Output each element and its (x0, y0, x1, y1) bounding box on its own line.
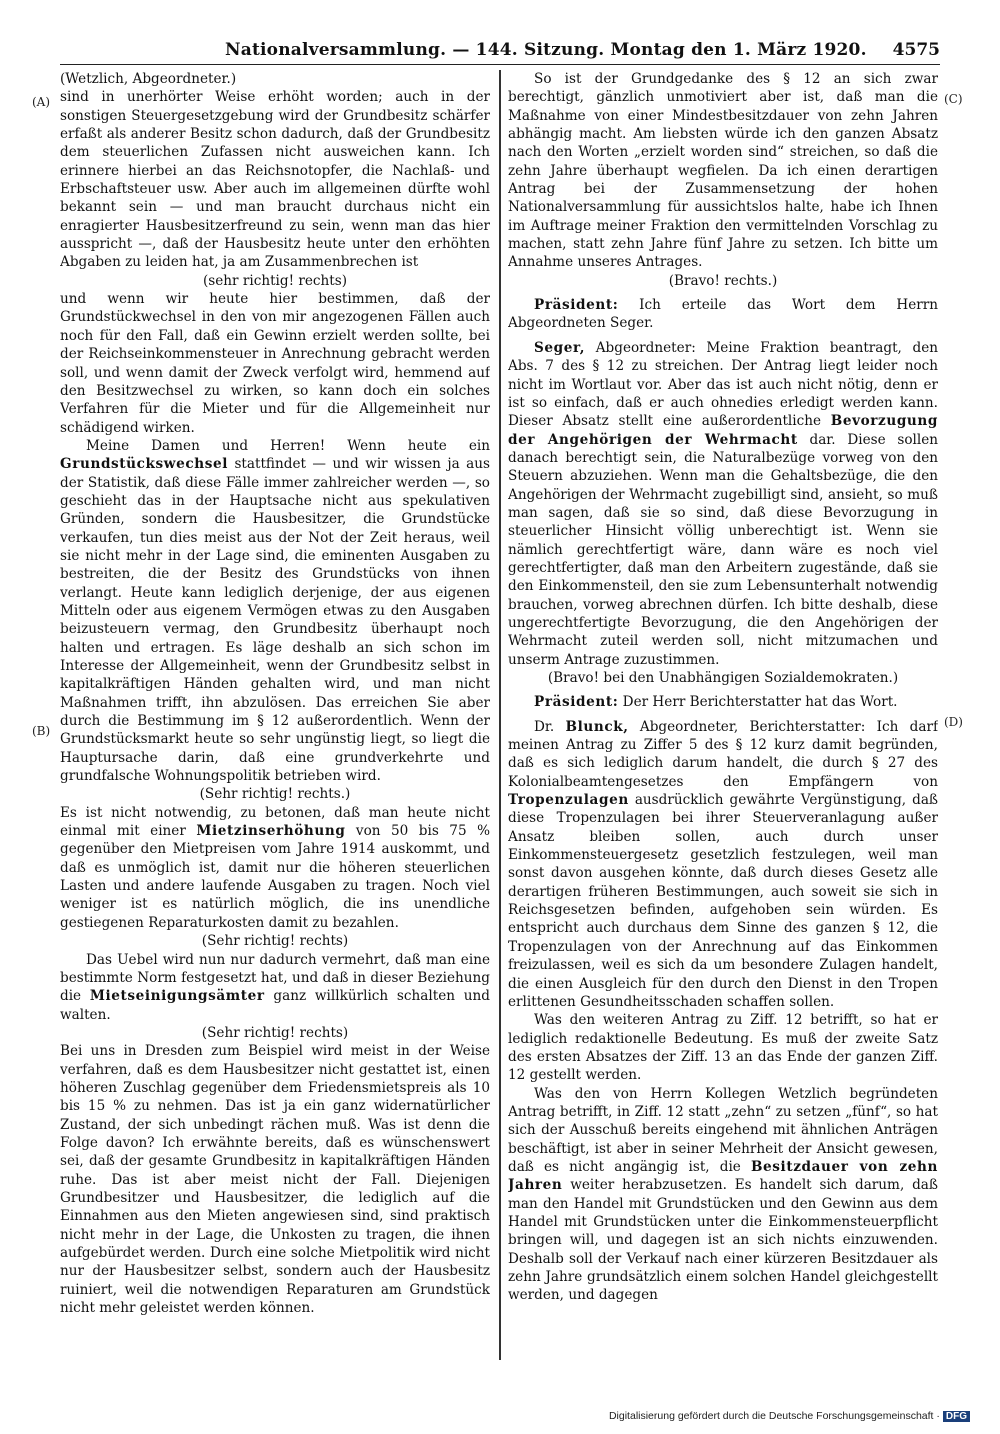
column-divider (499, 70, 501, 1360)
emphasis: Grundstückswechsel (60, 456, 228, 473)
paragraph: sind in unerhörter Weise erhöht worden; auch in der sonstigen Steuergesetzgebung wird der Grundbesitz schärfer erfaßt als anderer Besitz schon dadurch, daß der Grundbesitz dem steuerlichen Zufassen nicht ausweichen kann. Ich erinnere hierbei an das Reichsnotopfer, die Nachlaß- und Erbschaftsteuer usw. Aber auch im allgemeinen dürfte wohl bekannt sein — und man braucht durchaus nicht ein enragierter Hausbesitzerfreund zu sein, wenn man das hier ausspricht —, daß der Hausbesitz heute unter den erhöhten Abgaben zu leiden hat, ja am Zusammenbrechen ist (60, 89, 490, 271)
left-column (60, 70, 490, 1360)
interjection: (Bravo! bei den Unabhängigen Sozialdemokraten.) (547, 670, 899, 686)
emphasis: Tropenzulagen (508, 792, 629, 809)
emphasis: Mietseinigungsämter (89, 988, 265, 1005)
margin-marker-c: (C) (944, 92, 963, 106)
speaker-label: Präsident: (534, 297, 619, 314)
interjection: (Sehr richtig! rechts.) (199, 786, 351, 803)
president-statement: Präsident: Der Herr Berichterstatter hat das Wort. (534, 694, 898, 711)
speaker-attribution: (Wetzlich, Abgeordneter.) (60, 71, 237, 87)
emphasis: Besitzdauer von zehn Jahren (508, 1158, 938, 1194)
margin-marker-d: (D) (944, 715, 963, 729)
speaker-name: Seger, (534, 339, 586, 356)
dfg-logo: DFG (943, 1411, 970, 1422)
paragraph: Was den weiteren Antrag zu Ziff. 12 betrifft, so hat er lediglich redaktionelle Bedeutung. Es muß der zweite Satz des ersten Absatzes der Ziff. 13 an das Ende der ganzen Ziff. 12 gestellt werden. (508, 1012, 938, 1084)
interjection: (Bravo! rechts.) (668, 272, 778, 289)
paragraph: Was den von Herrn Kollegen Wetzlich begründeten Antrag betrifft, in Ziff. 12 statt „zehn“ zu setzen „fünf“, so hat sich der Ausschuß bereits eingehend mit ähnlichen Anträgen beschäftigt, ist aber in seiner Mehrheit der Ansicht gewesen, daß es nicht angängig ist, die Besitzdauer von zehn Jahren weiter herabzusetzen. Es handelt sich darum, daß man den Handel mit Grundstücken und den Gewinn aus dem Handel mit Grundstücken unter die Einkommensteuerpflicht bringen will, und dagegen ist an sich nichts einzuwenden. Deshalb soll der Verkauf nach einer kürzeren Besitzdauer als zehn Jahre grundsätzlich einem solchen Handel gleichgestellt werden, und dagegen (508, 1085, 938, 1304)
emphasis: Bevorzugung der Angehörigen der Wehrmacht (508, 413, 938, 448)
page-number: 4575 (892, 40, 940, 60)
right-column (508, 70, 938, 1360)
interjection: (Sehr richtig! rechts) (201, 933, 349, 950)
paragraph: So ist der Grundgedanke des § 12 an sich zwar berechtigt, gänzlich unmotiviert aber ist, daß man die Maßnahme von einer Mindestbesitzdauer von zehn Jahren abhängig macht. Am liebsten würde ich den ganzen Absatz nach den Worten „erzielt worden sind“ streichen, so daß die zehn Jahre überhaupt wegfielen. Da ich einen derartigen Antrag bei der Zusammensetzung der hohen Nationalversammlung für aussichtslos halte, habe ich Ihnen im Auftrage meiner Fraktion den vermittelnden Vorschlag zu machen, statt zehn Jahre fünf Jahre zu setzen. Ich bitte um Annahme unseres Antrages. (508, 71, 938, 271)
margin-marker-a: (A) (32, 95, 51, 109)
speech-blunck: Dr. Blunck, Abgeordneter, Berichterstatter: Ich darf meinen Antrag zu Ziffer 5 des § 12 kurz damit begründen, daß es sich lediglich darum handelt, die durch § 27 des Kolonialbeamtengesetzes den Empfängern von Tropenzulagen ausdrücklich gewährte Vergünstigung, daß diese Tropenzulagen bei ihrer Steuerveranlagung außer Ansatz bleiben sollen, auch durch unser Einkommensteuergesetz gesetzlich festzulegen, weil man sonst davon ausgehen könnte, daß durch dieses Gesetz alle derartigen früheren Bestimmungen, auch soweit sie sich in Reichsgesetzen befinden, aufgehoben sein würden. Es entspricht auch durchaus dem Sinne des ganzen § 12, die Tropenzulagen von der Anrechnung auf das Einkommen freizulassen, weil es sich da um besondere Zulagen handelt, die einen Ausgleich für den durch den Dienst in den Tropen erlittenen Gesundheitsschaden schaffen sollen. (508, 718, 938, 1010)
paragraph: Es ist nicht notwendig, zu betonen, daß man heute nicht einmal mit einer Mietzinserhöhung von 50 bis 75 % gegenüber den Mietpreisen vom Jahre 1914 auskommt, und daß es unmöglich ist, damit nur die höheren steuerlichen Lasten und andere laufende Ausgaben zu tragen. Noch viel weniger ist es natürlich möglich, die ins unendliche gestiegenen Reparaturkosten damit zu bezahlen. (60, 804, 490, 931)
paragraph: Meine Damen und Herren! Wenn heute ein Grundstückswechsel stattfindet — und wir wissen ja aus der Statistik, daß diese Fälle immer zahlreicher werden —, so geschieht das in der Hauptsache nicht aus spekulativen Gründen, sondern die Hausbesitzer, die Grundstücke verkaufen, tun dies meist aus der Not der Zeit heraus, weil sie nicht mehr in der Lage sind, die eminenten Ausgaben zu bestreiten, die der Besitz des Grundstücks von ihnen verlangt. Heute kann lediglich derjenige, der aus eigenen Mitteln oder aus eigenem Vermögen etwas zu den Ausgaben beizusteuern vermag, den Grundbesitz überhaupt noch halten und ertragen. Es läge deshalb an sich schon im Interesse der Allgemeinheit, wenn der Grundbesitz selbst in kapitalkräftigen Händen gehalten wird, und man nicht Maßnahmen trifft, ihn abzulösen. Das erreichen Sie aber durch die Bestimmung im § 12 außerordentlich. Wenn der Grundstücksmarkt heute so sehr ungünstig liegt, so liegt die Hauptursache darin, daß eine grundverkehrte und grundfalsche Wohnungspolitik betrieben wird. (60, 437, 490, 785)
president-statement: Präsident: Ich erteile das Wort dem Herrn Abgeordneten Seger. (508, 297, 938, 332)
page-header (60, 36, 940, 65)
paragraph: und wenn wir heute hier bestimmen, daß der Grundstückwechsel in den von mir angezogenen Fällen auch noch für den Fall, daß ein Gewinn erzielt werden sollte, bei der Reichseinkommensteuer in Anrechnung gebracht werden soll, und wenn damit der Zweck verfolgt wird, hemmend auf den Besitzwechsel zu wirken, so kann doch ein solches Verfahren für die Mieter und für die Allgemeinheit nur schädigend wirken. (60, 291, 490, 436)
running-title: Nationalversammlung. — 144. Sitzung. Montag den 1. März 1920. (225, 40, 867, 60)
speaker-name: Blunck, (565, 718, 629, 735)
digitization-credit: Digitalisierung gefördert durch die Deutsche Forschungsgemeinschaft · DFG (609, 1410, 970, 1422)
paragraph: Das Uebel wird nun nur dadurch vermehrt, daß man eine bestimmte Norm festgesetzt hat, und daß in dieser Beziehung die Mietseinigungsämter ganz willkürlich schalten und walten. (60, 951, 490, 1023)
emphasis: Mietzinserhöhung (196, 823, 346, 840)
speaker-label: Präsident: (534, 694, 619, 711)
margin-marker-b: (B) (32, 724, 51, 738)
interjection: (sehr richtig! rechts) (202, 272, 348, 289)
paragraph: Bei uns in Dresden zum Beispiel wird meist in der Weise verfahren, daß es dem Hausbesitzer nicht gestattet ist, einen höheren Zuschlag gegenüber dem Friedensmietspreis als 10 bis 15 % zu nehmen. Das ist ja ein ganz widernatürlicher Zustand, der sich unbedingt rächen muß. Was ist denn die Folge davon? Ich erwähnte bereits, daß es wünschenswert sei, daß der gesamte Grundbesitz in kapitalkräftigen Händen ruhe. Das ist aber meist nicht der Fall. Diejenigen Grundbesitzer und Hausbesitzer, die lediglich auf die Einnahmen aus den Mieten angewiesen sind, sind praktisch nicht mehr in der Lage, die Unkosten zu tragen, die ihnen aufgebürdet werden. Durch eine solche Mietpolitik wird nicht nur der Hausbesitzer selbst, sondern auch der Hausbesitz ruiniert, weil die notwendigen Reparaturen am Grundstück nicht mehr geleistet werden können. (60, 1043, 490, 1317)
speech-seger: Seger, Abgeordneter: Meine Fraktion beantragt, den Abs. 7 des § 12 zu streichen. Der Antrag liegt leider noch nicht im Wortlaut vor. Aber das ist auch nicht nötig, denn er ist so einfach, daß er auch ohnedies erledigt werden kann. Dieser Absatz stellt eine außerordentliche Bevorzugung der Angehörigen der Wehrmacht dar. Diese sollen danach berechtigt sein, die Naturalbezüge vorweg von den Steuern abzuziehen. Wenn man die Gehaltsbezüge, die den Angehörigen der Wehrmacht zugebilligt sind, ansieht, so muß man sagen, daß sie so sind, daß diese Bevorzugung in steuerlicher Hinsicht völlig unberechtigt ist. Wenn sie nämlich gerechtfertigt wäre, dann wäre es noch viel gerechtfertigter, daß man den Arbeitern zugestände, daß sie den Einkommensteil, den sie zum Lebensunterhalt notwendig brauchen, vorweg abrechnen dürfen. Ich bitte deshalb, diese ungerechtfertigte Bevorzugung, die den Angehörigen der Wehrmacht zuteil werden soll, nicht mitzumachen und unserm Antrage zuzustimmen. (508, 339, 938, 668)
interjection: (Sehr richtig! rechts) (201, 1024, 349, 1041)
